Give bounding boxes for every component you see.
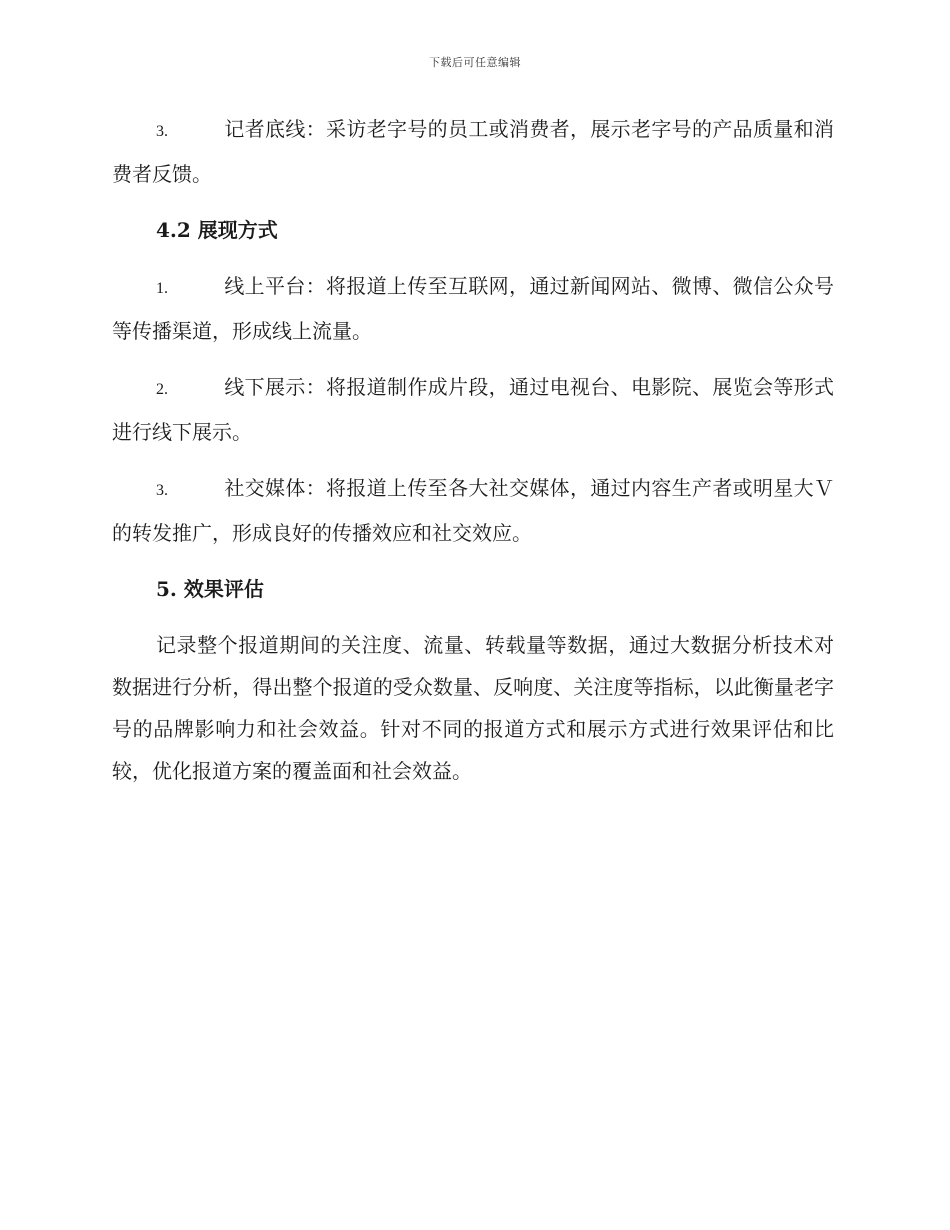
list-item (112, 108, 834, 195)
list-item-number: 3. (156, 482, 168, 499)
list-item (112, 366, 834, 453)
document-body (112, 108, 834, 792)
list-item-number: 3. (156, 123, 168, 140)
body-paragraph: 记录整个报道期间的关注度、流量、转载量等数据，通过大数据分析技术对数据进行分析，得出整个报道的受众数量、反响度、关注度等指标，以此衡量老字号的品牌影响力和社会效益。针对不同的报道方式和展示方式进行效果评估和比较，优化报道方案的覆盖面和社会效益。 (112, 633, 834, 783)
list-item-number: 1. (156, 280, 168, 297)
section-heading-4-2: 4.2 展现方式 (156, 218, 278, 242)
list-item-text: 记者底线：采访老字号的员工或消费者，展示老字号的产品质量和消费者反馈。 (112, 117, 834, 186)
list-item-text: 线上平台：将报道上传至互联网，通过新闻网站、微博、微信公众号等传播渠道，形成线上流量。 (112, 274, 834, 343)
list-item-text: 社交媒体：将报道上传至各大社交媒体，通过内容生产者或明星大Ｖ的转发推广，形成良好的传播效应和社交效应。 (112, 476, 834, 545)
section-heading-5: 5. 效果评估 (156, 577, 264, 601)
list-item-text: 线下展示：将报道制作成片段，通过电视台、电影院、展览会等形式进行线下展示。 (112, 375, 834, 444)
list-item-number: 2. (156, 381, 168, 398)
list-item (112, 467, 834, 554)
page-header: 下载后可任意编辑 (429, 56, 521, 69)
list-item (112, 265, 834, 352)
